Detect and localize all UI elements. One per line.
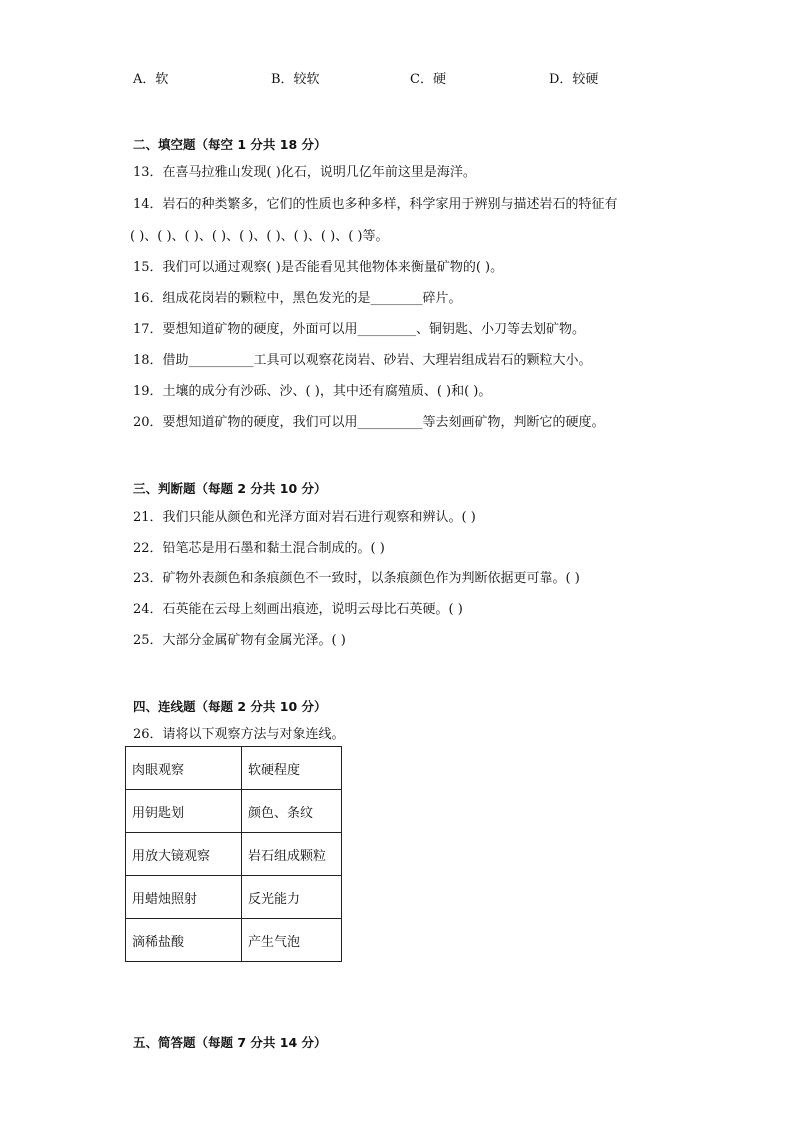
- option-b: B．较软: [271, 72, 320, 87]
- matching-table: [125, 746, 342, 962]
- question-23: 23．矿物外表颜色和条痕颜色不一致时，以条痕颜色作为判断依据更可靠。( ): [133, 571, 580, 586]
- question-20: 20．要想知道矿物的硬度，我们可以用__________等去刻画矿物，判断它的硬度。: [133, 415, 605, 430]
- section-title-fill: 二、填空题（每空 1 分共 18 分）: [133, 137, 327, 152]
- method-cell: 肉眼观察: [126, 747, 242, 790]
- table-row: [126, 790, 342, 833]
- question-24: 24．石英能在云母上刻画出痕迹，说明云母比石英硬。( ): [133, 602, 463, 617]
- question-14-line2: ( )、( )、( )、( )、( )、( )、( )、( )、( )等。: [130, 229, 389, 244]
- method-cell: 用钥匙划: [126, 790, 242, 833]
- question-22: 22．铅笔芯是用石墨和黏土混合制成的。( ): [133, 541, 385, 556]
- table-row: [126, 833, 342, 876]
- section-title-match: 四、连线题（每题 2 分共 10 分）: [133, 699, 327, 714]
- target-cell: 颜色、条纹: [242, 790, 342, 833]
- target-cell: 反光能力: [242, 876, 342, 919]
- question-15: 15．我们可以通过观察( )是否能看见其他物体来衡量矿物的( )。: [133, 260, 504, 275]
- question-13: 13．在喜马拉雅山发现( )化石，说明几亿年前这里是海洋。: [133, 165, 476, 180]
- method-cell: 滴稀盐酸: [126, 919, 242, 962]
- question-17: 17．要想知道矿物的硬度，外面可以用_________、铜钥匙、小刀等去划矿物。: [133, 322, 586, 337]
- target-cell: 产生气泡: [242, 919, 342, 962]
- table-row: [126, 747, 342, 790]
- option-a: A．软: [133, 72, 169, 87]
- question-21: 21．我们只能从颜色和光泽方面对岩石进行观察和辨认。( ): [133, 510, 476, 525]
- target-cell: 软硬程度: [242, 747, 342, 790]
- question-18: 18．借助__________工具可以观察花岗岩、砂岩、大理岩组成岩石的颗粒大小。: [133, 353, 592, 368]
- option-d: D．较硬: [549, 72, 599, 87]
- table-row: [126, 876, 342, 919]
- question-16: 16．组成花岗岩的颗粒中，黑色发光的是________碎片。: [133, 291, 462, 306]
- target-cell: 岩石组成颗粒: [242, 833, 342, 876]
- method-cell: 用放大镜观察: [126, 833, 242, 876]
- option-c: C．硬: [410, 72, 446, 87]
- question-19: 19．土壤的成分有沙砾、沙、( )，其中还有腐殖质、( )和( )。: [133, 384, 492, 399]
- question-14-line1: 14．岩石的种类繁多，它们的性质也多种多样，科学家用于辨别与描述岩石的特征有: [133, 197, 618, 212]
- section-title-short: 五、简答题（每题 7 分共 14 分）: [133, 1035, 327, 1050]
- method-cell: 用蜡烛照射: [126, 876, 242, 919]
- table-row: [126, 919, 342, 962]
- section-title-judge: 三、判断题（每题 2 分共 10 分）: [133, 481, 327, 496]
- question-26: 26．请将以下观察方法与对象连线。: [133, 727, 345, 742]
- question-25: 25．大部分金属矿物有金属光泽。( ): [133, 633, 346, 648]
